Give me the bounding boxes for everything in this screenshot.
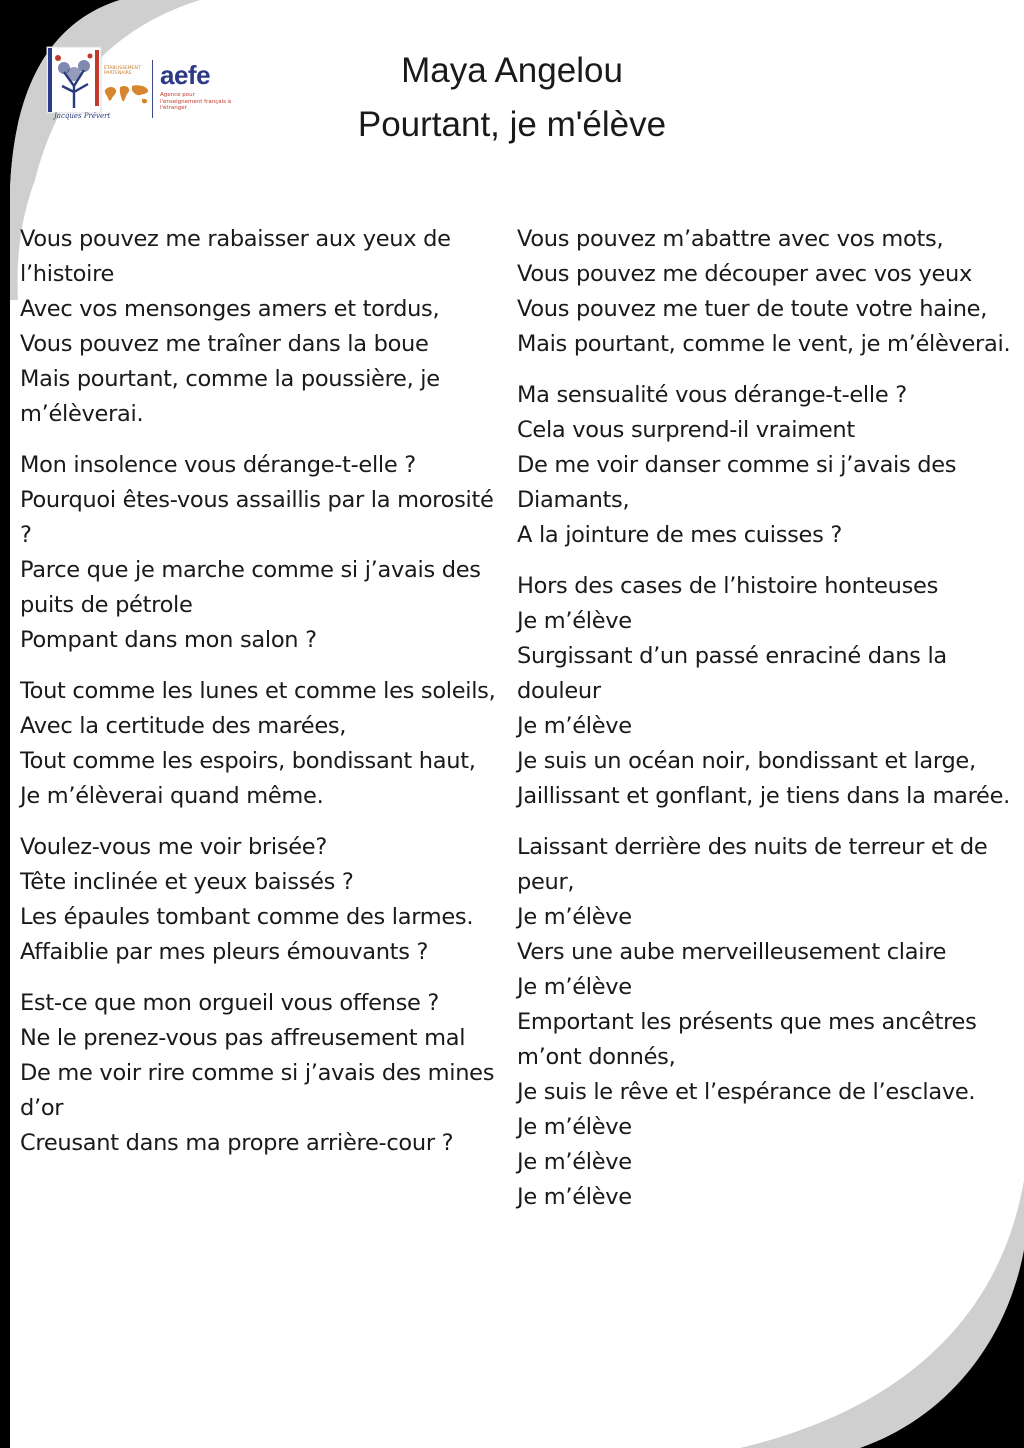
poem-line: De me voir rire comme si j’avais des mines d’or [20, 1060, 501, 1121]
poem-line: Avec vos mensonges amers et tordus, [20, 296, 440, 322]
poem-line: Hors des cases de l’histoire honteuses [517, 573, 939, 599]
world-map-icon [102, 82, 152, 108]
poem-left-column [20, 222, 510, 1177]
poem-line: A la jointure de mes cuisses ? [517, 522, 842, 548]
poem-line: Ne le prenez-vous pas affreusement mal [20, 1025, 466, 1051]
stanza [517, 830, 1017, 1215]
poem-line: Ma sensualité vous dérange-t-elle ? [517, 382, 907, 408]
poem-line: Laissant derrière des nuits de terreur et de peur, [517, 834, 995, 895]
poem-author: Maya Angelou [401, 51, 623, 90]
poem-line: Tête inclinée et yeux baissés ? [20, 869, 354, 895]
poem-line: Les épaules tombant comme des larmes. [20, 904, 474, 930]
poem-line: Pompant dans mon salon ? [20, 627, 317, 653]
poem-line: Est-ce que mon orgueil vous offense ? [20, 990, 440, 1016]
poem-line: Mais pourtant, comme la poussière, je m’élèverai. [20, 366, 447, 427]
poem-line: Je m’élève [517, 904, 632, 930]
aefe-subtitle: Agence pour l'enseignement français à l'étranger [160, 92, 232, 111]
poem-line: Je suis le rêve et l’espérance de l’esclave. [517, 1079, 976, 1105]
poem-line: Vous pouvez me découper avec vos yeux [517, 261, 972, 287]
poem-line: De me voir danser comme si j’avais des Diamants, [517, 452, 964, 513]
poem-line: Je m’élève [517, 974, 632, 1000]
poem-line: Vous pouvez me traîner dans la boue [20, 331, 429, 357]
poem-line: Parce que je marche comme si j’avais des puits de pétrole [20, 557, 488, 618]
stanza [20, 222, 510, 432]
poem-line: Je m’élève [517, 1184, 632, 1210]
poem-line: Affaiblie par mes pleurs émouvants ? [20, 939, 429, 965]
poem-line: Tout comme les espoirs, bondissant haut, [20, 748, 476, 774]
poem-line: Je m’élève [517, 1149, 632, 1175]
poem-line: Surgissant d’un passé enraciné dans la douleur [517, 643, 954, 704]
poem-line: Creusant dans ma propre arrière-cour ? [20, 1130, 454, 1156]
poem-line: Je suis un océan noir, bondissant et large, [517, 748, 976, 774]
poem-line: Je m’élèverai quand même. [20, 783, 324, 809]
poem-line: Avec la certitude des marées, [20, 713, 347, 739]
poem-line: Emportant les présents que mes ancêtres m’ont donnés, [517, 1009, 984, 1070]
poem-line: Mais pourtant, comme le vent, je m’élèverai. [517, 331, 1011, 357]
poem-line: Vous pouvez me rabaisser aux yeux de l’histoire [20, 226, 458, 287]
stanza [517, 569, 1017, 814]
poem-line: Cela vous surprend-il vraiment [517, 417, 855, 443]
partner-label: ÉTABLISSEMENT PARTENAIRE [104, 66, 141, 76]
poem-line: Pourquoi êtes-vous assaillis par la morosité ? [20, 487, 501, 548]
poem-title: Pourtant, je m'élève [357, 105, 667, 144]
stanza [20, 674, 510, 814]
poem-line: Tout comme les lunes et comme les soleils, [20, 678, 496, 704]
poem-line: Vers une aube merveilleusement claire [517, 939, 947, 965]
stanza [517, 378, 1017, 553]
poem-line: Jaillissant et gonflant, je tiens dans la marée. [517, 783, 1010, 809]
logo-block [46, 46, 236, 130]
poem-line: Voulez-vous me voir brisée? [20, 834, 327, 860]
poem-right-column [517, 222, 1017, 1231]
aefe-wordmark: aefe [160, 60, 211, 90]
school-name: Jacques Prévert [54, 112, 111, 120]
logo-divider [152, 60, 153, 118]
stanza [20, 830, 510, 970]
poem-line: Vous pouvez m’abattre avec vos mots, [517, 226, 944, 252]
stanza [20, 448, 510, 658]
poem-line: Je m’élève [517, 713, 632, 739]
stanza [20, 986, 510, 1161]
poem-line: Je m’élève [517, 608, 632, 634]
poem-line: Vous pouvez me tuer de toute votre haine, [517, 296, 988, 322]
stanza [517, 222, 1017, 362]
poem-line: Mon insolence vous dérange-t-elle ? [20, 452, 416, 478]
poem-line: Je m’élève [517, 1114, 632, 1140]
